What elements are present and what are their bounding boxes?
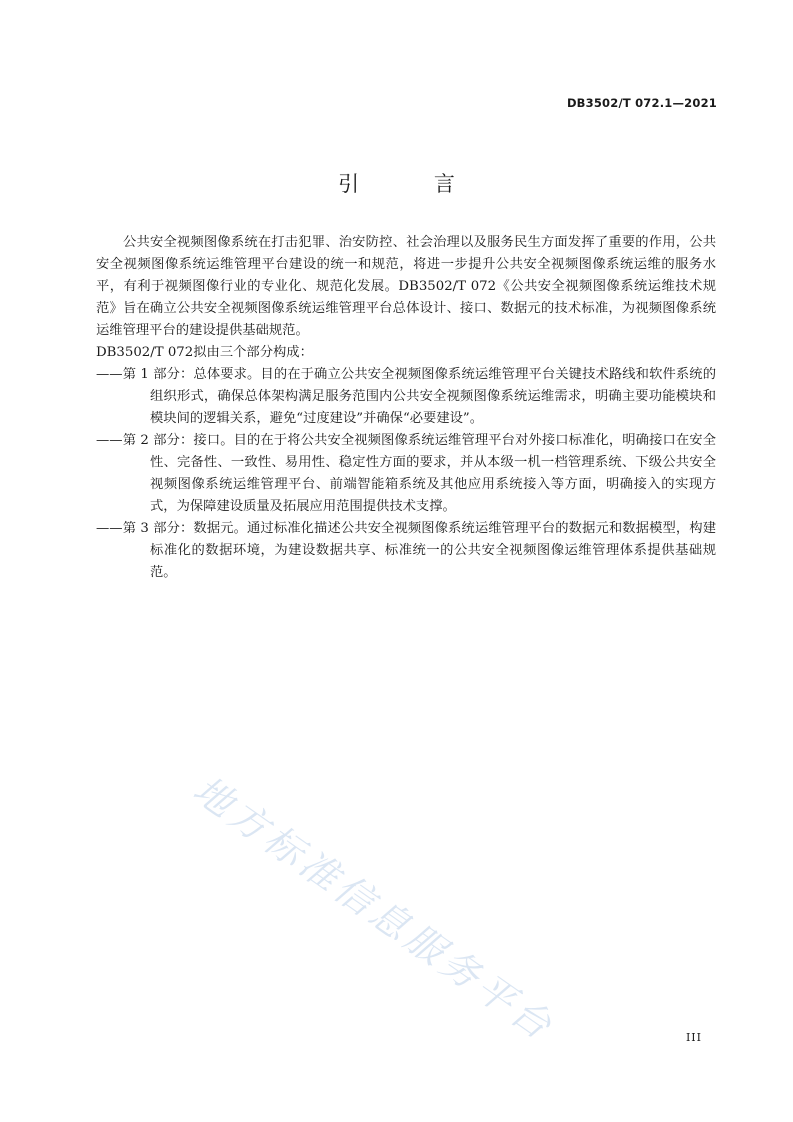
parts-intro: DB3502/T 072拟由三个部分构成： bbox=[96, 345, 313, 360]
page-title: 引 言 bbox=[338, 172, 489, 196]
page-number: III bbox=[685, 1031, 702, 1044]
part-1-item: ——第 1 部分：总体要求。目的在于确立公共安全视频图像系统运维管理平台关键技术路线和软件系统的组织形式，确保总体架构满足服务范围内公共安全视频图像系统运维需求，明确主要功能模块和模块间的逻辑关系，避免“过度建设”并确保“必要建设”。 bbox=[96, 367, 716, 426]
body-content bbox=[96, 232, 716, 584]
intro-paragraph: 公共安全视频图像系统在打击犯罪、治安防控、社会治理以及服务民生方面发挥了重要的作用，公共安全视频图像系统运维管理平台建设的统一和规范，将进一步提升公共安全视频图像系统运维的服务水平，有利于视频图像行业的专业化、规范化发展。DB3502/T 072《公共安全视频图像系统运维技术规范》旨在确立公共安全视频图像系统运维管理平台总体设计、接口、数据元的技术标准，为视频图像系统运维管理平台的建设提供基础规范。 bbox=[96, 235, 716, 338]
standard-code: DB3502/T 072.1—2021 bbox=[566, 96, 717, 110]
part-3-item: ——第 3 部分：数据元。通过标准化描述公共安全视频图像系统运维管理平台的数据元和数据模型，构建标准化的数据环境，为建设数据共享、标准统一的公共安全视频图像运维管理体系提供基础规范。 bbox=[96, 521, 716, 580]
part-2-item: ——第 2 部分：接口。目的在于将公共安全视频图像系统运维管理平台对外接口标准化，明确接口在安全性、完备性、一致性、易用性、稳定性方面的要求，并从本级一机一档管理系统、下级公共安全视频图像系统运维管理平台、前端智能箱系统及其他应用系统接入等方面，明确接入的实现方式，为保障建设质量及拓展应用范围提供技术支撑。 bbox=[96, 433, 716, 514]
watermark: 地方标准信息服务平台 bbox=[185, 767, 563, 1051]
